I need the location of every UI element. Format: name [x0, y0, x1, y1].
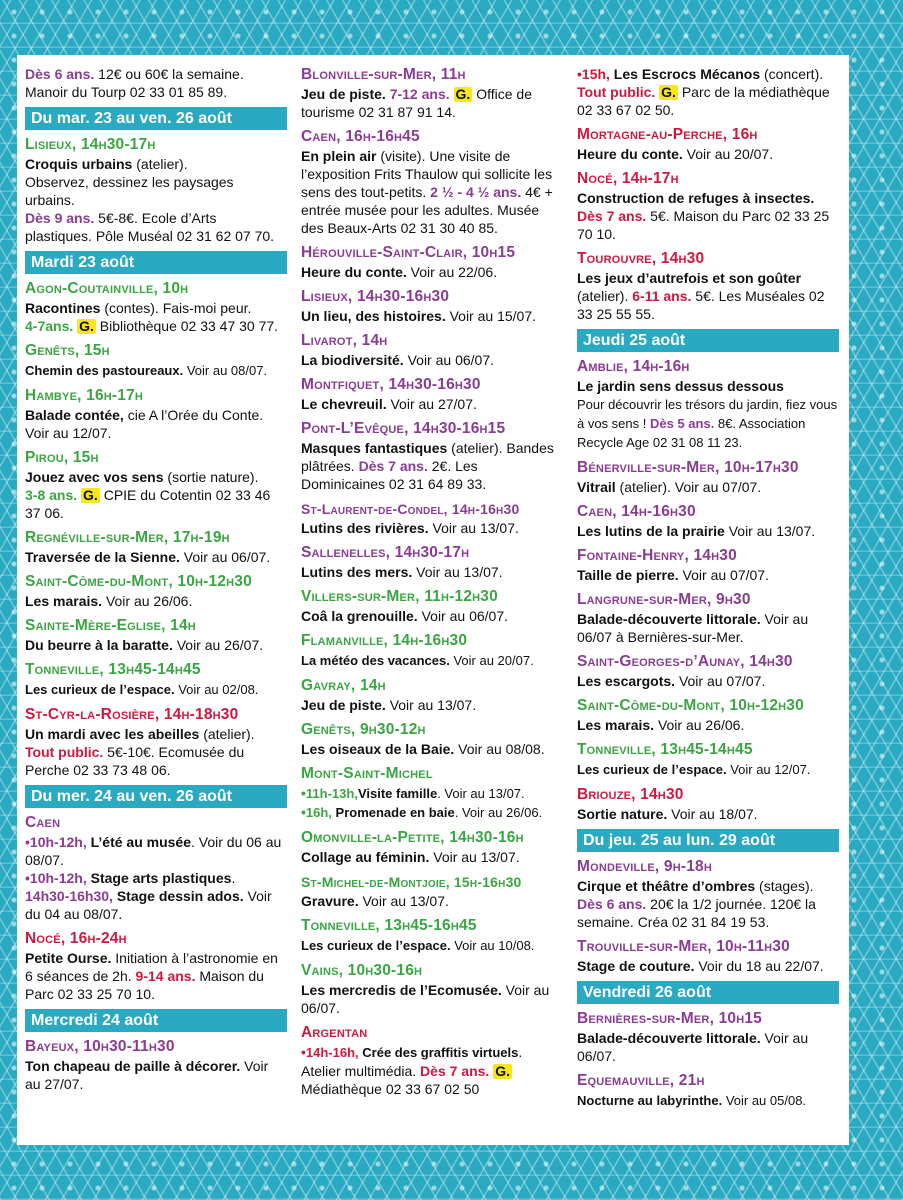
entry-text: Voir au 13/07. [429, 849, 520, 865]
location-time: Caen, 14h-16h30 [577, 503, 696, 520]
column-3 [577, 65, 839, 1116]
list-item [25, 65, 287, 101]
event-title: Les Escrocs Mécanos [609, 66, 761, 82]
time-label: 14h-16h, [305, 1045, 359, 1060]
entry-text: Office de tourisme 02 31 87 91 14. [301, 86, 532, 120]
location-time: Tonneville, 13h45-14h45 [25, 661, 201, 678]
location-time: Argentan [301, 1024, 368, 1041]
age-label: Dès 7 ans. [416, 1063, 490, 1079]
location-time: Saint-Côme-du-Mont, 10h-12h30 [577, 697, 804, 714]
list-item [577, 249, 839, 323]
event-title: Vitrail [577, 479, 616, 495]
list-item [301, 916, 563, 955]
event-title: Les curieux de l’espace. [301, 938, 451, 953]
entry-text: Voir au 10/08. [450, 938, 535, 953]
list-item [577, 785, 839, 823]
event-title: Les curieux de l’espace. [577, 762, 727, 777]
entry-text: Voir au 13/07. [358, 893, 449, 909]
list-item [301, 127, 563, 237]
entry-text: Médiathèque 02 33 67 02 50 [301, 1081, 480, 1097]
entry-text: . Atelier multimédia. [301, 1044, 523, 1079]
list-item [301, 65, 563, 121]
event-title: Traversée de la Sienne. [25, 549, 180, 565]
entry-text: (atelier). Bandes plâtrées. [301, 440, 554, 474]
entry-text: Voir au 06/07. [179, 549, 271, 565]
event-title: Racontines [25, 300, 101, 316]
location-time: Lisieux, 14h30-16h30 [301, 288, 450, 305]
entry-text: 8€. Association Recycle Age 02 31 08 11 23. [577, 416, 806, 450]
entry-text: Voir au 08/08. [454, 741, 545, 757]
list-item [301, 287, 563, 325]
event-title: Les jeux d’autrefois et son goûter [577, 270, 802, 286]
list-item [25, 572, 287, 610]
event-title: Du beurre à la baratte. [25, 637, 173, 653]
location-time: Agon-Coutainville, 10h [25, 280, 189, 297]
age-label: 9-14 ans. [135, 968, 196, 984]
time-label: 15h, [581, 66, 610, 82]
event-title: Lutins des mers. [301, 564, 413, 580]
list-item [577, 590, 839, 646]
time-label: 10h-12h, [29, 870, 87, 886]
event-title: Nocturne au labyrinthe. [577, 1093, 723, 1108]
entry-text: Voir au 15/07. [445, 308, 536, 324]
list-item [301, 828, 563, 866]
location-time: Lisieux, 14h30-17h [25, 136, 156, 153]
list-item [577, 357, 839, 452]
age-label: Dès 6 ans. [577, 896, 647, 912]
event-title: Un lieu, des histoires. [301, 308, 446, 324]
event-title: Le chevreuil. [301, 396, 387, 412]
location-time: Hérouville-Saint-Clair, 10h15 [301, 244, 516, 261]
entry-text: (atelier). [132, 156, 188, 172]
entry-text: Voir du 04 au 08/07. [25, 888, 272, 922]
location-time: Amblie, 14h-16h [577, 358, 690, 375]
entry-text: Observez, dessinez les paysages urbains. [25, 174, 234, 208]
list-item [25, 705, 287, 779]
entry-text: (atelier). [199, 726, 255, 742]
entry-text: (concert). [760, 66, 824, 82]
date-header: Jeudi 25 août [577, 329, 839, 352]
location-time: Sainte-Mère-Eglise, 14h [25, 617, 196, 634]
event-title: Petite Ourse. [25, 950, 112, 966]
time-label: 14h30-16h30, [25, 888, 113, 904]
list-item [577, 546, 839, 584]
entry-text: . Voir au 13/07. [437, 786, 525, 801]
list-item [25, 616, 287, 654]
entry-text: 2€. Les Dominicaines 02 31 64 89 33. [301, 458, 487, 492]
list-item [25, 1037, 287, 1093]
entry-text: Voir au 27/07. [25, 1058, 269, 1092]
location-time: Tonneville, 13h45-16h45 [301, 917, 477, 934]
bullet-icon: • [577, 66, 582, 82]
list-item [577, 169, 839, 243]
list-item [577, 65, 839, 119]
age-label: Dès 5 ans. [646, 416, 715, 431]
event-title: Collage au féminin. [301, 849, 430, 865]
date-header: Du mar. 23 au ven. 26 août [25, 107, 287, 130]
age-label: 4-7ans. [25, 318, 74, 334]
entry-text: Voir au 06/07. [577, 1030, 809, 1064]
list-item [301, 720, 563, 758]
free-badge: G. [661, 84, 676, 100]
entry-text: Voir au 20/07. [682, 146, 774, 162]
content-panel [17, 55, 849, 1145]
bullet-icon: • [301, 1044, 306, 1060]
location-time: Saint-Georges-d’Aunay, 14h30 [577, 653, 793, 670]
event-title: En plein air [301, 148, 377, 164]
event-title: Les marais. [25, 593, 103, 609]
entry-text: 5€. Les Muséales 02 33 25 55 55. [577, 288, 825, 322]
list-item [577, 125, 839, 163]
entry-text: 4€ + entrée musée pour les adultes. Musée des Beaux-Arts 02 31 30 40 85. [301, 184, 553, 236]
list-item [577, 696, 839, 734]
free-badge: G. [455, 86, 471, 102]
event-title: Les curieux de l’espace. [25, 682, 175, 697]
list-item [577, 857, 839, 931]
entry-text: (atelier). Voir au 07/07. [615, 479, 762, 495]
location-time: Hambye, 16h-17h [25, 387, 144, 404]
entry-text: Voir au 13/07. [412, 564, 503, 580]
list-item [301, 676, 563, 714]
location-time: Tonneville, 13h45-14h45 [577, 741, 753, 758]
column-2 [301, 65, 563, 1104]
list-item [301, 243, 563, 281]
entry-text: Voir au 18/07. [667, 806, 758, 822]
location-time: Mont-Saint-Michel [301, 765, 433, 782]
entry-text: Voir au 26/06. [102, 593, 193, 609]
location-time: Mortagne-au-Perche, 16h [577, 126, 758, 143]
location-time: Nocé, 16h-24h [25, 930, 127, 947]
entry-text: Voir du 18 au 22/07. [694, 958, 824, 974]
location-time: Briouze, 14h30 [577, 786, 684, 803]
age-label: Dès 6 ans. [25, 66, 95, 82]
bullet-icon: • [25, 870, 30, 886]
event-title: Cirque et théâtre d’ombres [577, 878, 756, 894]
event-title: Heure du conte. [577, 146, 683, 162]
location-time: Blonville-sur-Mer, 11h [301, 66, 466, 83]
age-label: Dès 7 ans. [354, 458, 428, 474]
event-title: Les marais. [577, 717, 655, 733]
event-title: Le jardin sens dessus dessous [577, 378, 784, 394]
event-title: Chemin des pastoureaux. [25, 363, 184, 378]
entry-text: 5€-10€. Ecomusée du Perche 02 33 73 48 06. [25, 744, 245, 778]
event-title: Les oiseaux de la Baie. [301, 741, 455, 757]
list-item [301, 419, 563, 493]
entry-text: . Voir du 06 au 08/07. [25, 834, 282, 868]
location-time: St-Laurent-de-Condel, 14h-16h30 [301, 501, 520, 517]
location-time: Fontaine-Henry, 14h30 [577, 547, 737, 564]
date-header: Mercredi 24 août [25, 1009, 287, 1032]
location-time: Pont-L’Evêque, 14h30-16h15 [301, 420, 506, 437]
location-time: Langrune-sur-Mer, 9h30 [577, 591, 751, 608]
list-item [25, 929, 287, 1003]
entry-text: Voir au 07/07. [678, 567, 769, 583]
location-time: Caen, 16h-16h45 [301, 128, 420, 145]
event-title: Les escargots. [577, 673, 676, 689]
list-item [577, 937, 839, 975]
list-item [577, 652, 839, 690]
event-title: Croquis urbains [25, 156, 133, 172]
entry-text: Voir au 26/06. [654, 717, 745, 733]
list-item [301, 961, 563, 1017]
list-item [301, 499, 563, 537]
entry-text: Parc de la médiathèque 02 33 67 02 50. [577, 84, 830, 118]
location-time: Villers-sur-Mer, 11h-12h30 [301, 588, 498, 605]
time-label: 10h-12h, [29, 834, 87, 850]
location-time: Caen [25, 814, 61, 831]
entry-text: (visite). Une visite de l’exposition Frits Thaulow qui sollicite les sens des tout-petits. [301, 148, 553, 200]
location-time: Regnéville-sur-Mer, 17h-19h [25, 529, 230, 546]
location-time: Saint-Côme-du-Mont, 10h-12h30 [25, 573, 252, 590]
entry-text: Voir au 20/07. [449, 653, 534, 668]
location-time: Trouville-sur-Mer, 10h-11h30 [577, 938, 790, 955]
free-badge: G. [495, 1063, 510, 1079]
location-time: Nocé, 14h-17h [577, 170, 679, 187]
entry-text: 5€-8€. Ecole d’Arts plastiques. Pôle Muséal 02 31 62 07 70. [25, 210, 275, 244]
entry-text: (sortie nature). [163, 469, 259, 485]
event-title: Jeu de piste. [301, 86, 386, 102]
age-label: 3-8 ans. [25, 487, 78, 503]
event-title: Stage de couture. [577, 958, 695, 974]
entry-text: Voir au 13/07. [428, 520, 519, 536]
date-header: Du mer. 24 au ven. 26 août [25, 785, 287, 808]
location-time: Pirou, 15h [25, 449, 99, 466]
event-title: Les lutins de la prairie [577, 523, 725, 539]
event-title: Masques fantastiques [301, 440, 448, 456]
age-label: Dès 7 ans. [577, 208, 647, 224]
free-badge: G. [83, 487, 98, 503]
entry-text: Voir au 26/07. [172, 637, 264, 653]
location-time: Sallenelles, 14h30-17h [301, 544, 470, 561]
age-label: 6-11 ans. [628, 288, 692, 304]
event-title: Balade-découverte littorale. [577, 611, 761, 627]
list-item [301, 375, 563, 413]
location-time: Bayeux, 10h30-11h30 [25, 1038, 175, 1055]
location-time: Montfiquet, 14h30-16h30 [301, 376, 481, 393]
age-label: Tout public. [577, 84, 656, 100]
entry-text: (stages). [755, 878, 814, 894]
location-time: Bernières-sur-Mer, 10h15 [577, 1010, 763, 1027]
list-item [25, 660, 287, 699]
location-time: St-Michel-de-Montjoie, 15h-16h30 [301, 874, 522, 890]
list-item [25, 813, 287, 923]
date-header: Du jeu. 25 au lun. 29 août [577, 829, 839, 852]
list-item [301, 872, 563, 910]
list-item [25, 386, 287, 442]
event-title: Sortie nature. [577, 806, 668, 822]
entry-text: Voir au 06/07. [403, 352, 494, 368]
list-item [577, 740, 839, 779]
location-time: Flamanville, 14h-16h30 [301, 632, 468, 649]
entry-text: 5€. Maison du Parc 02 33 25 70 10. [577, 208, 830, 242]
entry-text: . [231, 870, 236, 886]
list-item [301, 1023, 563, 1098]
event-title: Stage arts plastiques [86, 870, 232, 886]
location-time: Genêts, 15h [25, 342, 110, 359]
free-badge: G. [79, 318, 94, 334]
event-title: Stage dessin ados. [112, 888, 244, 904]
entry-text: Voir au 06/07. [301, 982, 550, 1016]
bullet-icon: • [25, 834, 30, 850]
time-label: 16h, [305, 805, 332, 820]
event-title: Crée des graffitis virtuels [358, 1045, 519, 1060]
event-title: Un mardi avec les abeilles [25, 726, 200, 742]
entry-text: Voir au 13/07. [724, 523, 816, 539]
list-item [577, 1009, 839, 1065]
event-title: Balade-découverte littorale. [577, 1030, 761, 1046]
date-header: Vendredi 26 août [577, 981, 839, 1004]
list-item [301, 764, 563, 822]
list-item [301, 543, 563, 581]
entry-text: Voir au 13/07. [385, 697, 477, 713]
event-title: Heure du conte. [301, 264, 407, 280]
bullet-icon: • [301, 804, 306, 820]
event-title: Coâ la grenouille. [301, 608, 418, 624]
bullet-icon: • [301, 785, 306, 801]
entry-text: Bibliothèque 02 33 47 30 77. [95, 318, 279, 334]
entry-text: Voir au 12/07. [726, 762, 811, 777]
column-1 [25, 65, 287, 1099]
event-title: La biodiversité. [301, 352, 404, 368]
entry-text: Voir au 07/07. [675, 673, 766, 689]
event-title: Visite famille [357, 786, 438, 801]
event-title: Jouez avec vos sens [25, 469, 164, 485]
location-time: Vains, 10h30-16h [301, 962, 423, 979]
list-item [25, 135, 287, 245]
event-title: La météo des vacances. [301, 653, 450, 668]
event-title: Balade contée, [25, 407, 124, 423]
age-label: Dès 9 ans. [25, 210, 95, 226]
location-time: Genêts, 9h30-12h [301, 721, 426, 738]
entry-text: Voir au 05/08. [722, 1093, 807, 1108]
entry-text: Voir au 06/07 à Bernières-sur-Mer. [577, 611, 809, 645]
list-item [301, 631, 563, 670]
event-title: Gravure. [301, 893, 359, 909]
entry-text: Voir au 02/08. [174, 682, 259, 697]
entry-text: . Voir au 26/06. [454, 805, 543, 820]
event-title: Ton chapeau de paille à décorer. [25, 1058, 241, 1074]
entry-text: 20€ la 1/2 journée. 120€ la semaine. Créa 02 31 84 19 53. [577, 896, 816, 930]
entry-text: Voir au 06/07. [417, 608, 508, 624]
list-item [301, 587, 563, 625]
entry-text: Pour découvrir les trésors du jardin, fiez vous à vos sens ! [577, 397, 838, 431]
entry-text: Voir au 22/06. [406, 264, 498, 280]
event-title: Jeu de piste. [301, 697, 386, 713]
date-header: Mardi 23 août [25, 251, 287, 274]
list-item [25, 448, 287, 522]
age-label: Tout public. [25, 744, 104, 760]
entry-text: Voir au 27/07. [386, 396, 477, 412]
entry-text: 12€ ou 60€ la semaine. Manoir du Tourp 02 33 01 85 89. [25, 66, 244, 100]
event-title: L’été au musée [86, 834, 191, 850]
list-item [577, 502, 839, 540]
entry-text: cie A l’Orée du Conte. Voir au 12/07. [25, 407, 264, 441]
event-title: Construction de refuges à insectes. [577, 190, 815, 206]
list-item [25, 279, 287, 335]
list-item [577, 458, 839, 496]
time-label: 11h-13h, [305, 786, 358, 801]
location-time: St-Cyr-la-Rosière, 14h-18h30 [25, 706, 239, 723]
age-label: 7-12 ans. [385, 86, 450, 102]
location-time: Livarot, 14h [301, 332, 388, 349]
list-item [577, 1071, 839, 1110]
location-time: Omonville-la-Petite, 14h30-16h [301, 829, 524, 846]
entry-text: CPIE du Cotentin 02 33 46 37 06. [25, 487, 271, 521]
entry-text: (atelier). [577, 288, 629, 304]
location-time: Equemauville, 21h [577, 1072, 705, 1089]
event-title: Lutins des rivières. [301, 520, 429, 536]
location-time: Gavray, 14h [301, 677, 386, 694]
entry-text: Voir au 08/07. [183, 363, 268, 378]
location-time: Bénerville-sur-Mer, 10h-17h30 [577, 459, 799, 476]
location-time: Mondeville, 9h-18h [577, 858, 712, 875]
list-item [301, 331, 563, 369]
list-item [25, 341, 287, 380]
event-title: Les mercredis de l’Ecomusée. [301, 982, 502, 998]
event-title: Promenade en baie [331, 805, 455, 820]
event-title: Taille de pierre. [577, 567, 679, 583]
entry-text: Initiation à l’astronomie en 6 séances de 2h. [25, 950, 278, 984]
location-time: Tourouvre, 14h30 [577, 250, 705, 267]
entry-text: Maison du Parc 02 33 25 70 10. [25, 968, 264, 1002]
age-label: 2 ½ - 4 ½ ans. [426, 184, 522, 200]
entry-text: (contes). Fais-moi peur. [100, 300, 252, 316]
list-item [25, 528, 287, 566]
